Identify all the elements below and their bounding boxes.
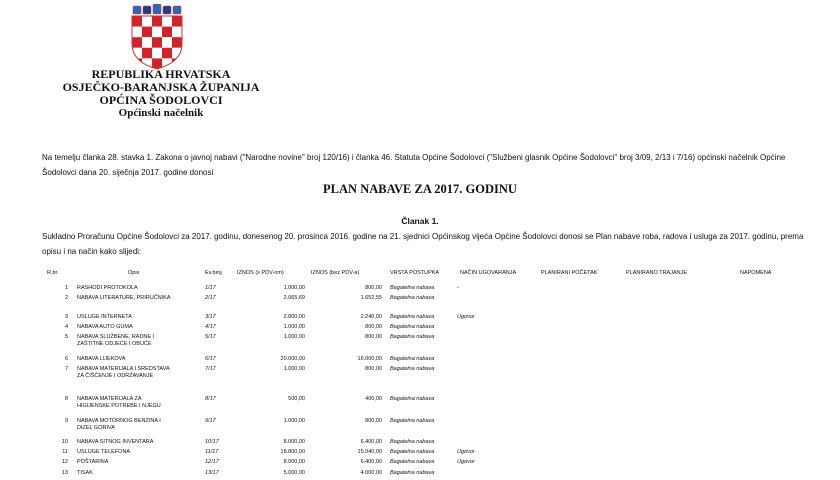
- row-number: 11: [62, 449, 68, 455]
- row-amount-with-vat: 8.000,00: [283, 459, 305, 465]
- coat-of-arms-icon: [129, 4, 185, 70]
- row-description: POŠTARINA: [77, 459, 109, 465]
- row-description: NABAVA MOTORNOG BENZINA I DIZEL GORIVA: [77, 418, 161, 431]
- header-line-county: OSJEČKO-BARANJSKA ŽUPANIJA: [62, 80, 260, 94]
- row-amount-without-vat: 800,00: [365, 366, 382, 372]
- row-number: 5: [64, 334, 68, 340]
- col-header-evbroj: Ev.broj: [205, 270, 222, 276]
- row-procedure-type: Bagatelna nabava: [390, 449, 435, 455]
- row-amount-without-vat: 400,00: [365, 396, 382, 402]
- row-amount-with-vat: 5.000,00: [283, 470, 305, 476]
- col-header-rb: R.br.: [47, 270, 59, 276]
- row-ev-number: 11/17: [205, 449, 219, 455]
- row-description: NABAVA SITNOG INVENTARA: [77, 439, 154, 445]
- col-header-planirani-pocetak: PLANIRANI POČETAK: [541, 270, 598, 276]
- row-procedure-type: Bagatelna nabava: [390, 366, 435, 372]
- row-ev-number: 2/17: [205, 295, 216, 301]
- row-procedure-type: Bagatelna nabava: [390, 459, 435, 465]
- header-line-municipality: OPĆINA ŠODOLOVCI: [99, 93, 223, 107]
- col-header-iznos-bez-pdv: IZNOS (bez PDV-a): [311, 270, 360, 276]
- row-amount-with-vat: 18.800,00: [280, 449, 305, 455]
- row-amount-without-vat: 15.040,00: [357, 449, 382, 455]
- row-ev-number: 5/17: [205, 334, 216, 340]
- header-line-mayor: Općinski načelnik: [118, 107, 204, 119]
- row-number: 6: [64, 356, 68, 362]
- row-description: NABAVA LIJEKOVA: [77, 356, 126, 362]
- row-amount-with-vat: 1.000,00: [283, 334, 305, 340]
- row-procedure-type: Bagatelna nabava: [390, 285, 435, 291]
- row-description: NABAVA MATERIJALA ZA HIGIJENSKE POTREBE I NJEGU: [77, 396, 161, 409]
- row-number: 8: [64, 396, 68, 402]
- row-amount-without-vat: 800,00: [365, 324, 382, 330]
- row-number: 9: [64, 418, 68, 424]
- row-procedure-type: Bagatelna nabava: [390, 314, 435, 320]
- row-procedure-type: Bagatelna nabava: [390, 295, 435, 301]
- row-description: NABAVA MATERIJALA I SREDSTAVA ZA ČIŠĆENJE I ODRŽAVANJE: [77, 366, 170, 379]
- row-description: USLUGE INTERNETA: [77, 314, 132, 320]
- row-ev-number: 6/17: [205, 356, 216, 362]
- row-number: 12: [61, 459, 68, 465]
- col-header-nacin-ugovaranja: NAČIN UGOVARANJA: [460, 270, 517, 276]
- row-number: 3: [64, 314, 68, 320]
- row-amount-with-vat: 1.000,00: [283, 418, 305, 424]
- col-header-vrsta-postupka: VRSTA POSTUPKA: [390, 270, 440, 276]
- row-description: TISAK: [77, 470, 93, 476]
- row-contract-type: Ugovor: [457, 459, 475, 465]
- row-ev-number: 1/17: [205, 285, 216, 291]
- row-amount-with-vat: 500,00: [288, 396, 305, 402]
- row-amount-without-vat: 800,00: [365, 285, 382, 291]
- row-amount-without-vat: 4.000,00: [360, 470, 382, 476]
- row-procedure-type: Bagatelna nabava: [390, 324, 435, 330]
- row-amount-with-vat: 20.000,00: [280, 356, 305, 362]
- col-header-planirano-trajanje: PLANIRANO TRAJANJE: [626, 270, 688, 276]
- row-number: 4: [64, 324, 68, 330]
- row-description: NABAVA SLUŽBENE, RADNE I ZAŠTITNE ODJEĆE I OBUĆE: [77, 334, 155, 347]
- institution-header: [50, 68, 272, 120]
- row-description: NABAVA AUTO GUMA: [77, 324, 133, 330]
- row-ev-number: 10/17: [205, 439, 219, 445]
- row-procedure-type: Bagatelna nabava: [390, 356, 435, 362]
- row-amount-with-vat: 1.000,00: [283, 366, 305, 372]
- row-amount-without-vat: 2.240,00: [360, 314, 382, 320]
- row-amount-with-vat: 2.065,69: [283, 295, 305, 301]
- row-ev-number: 9/17: [205, 418, 216, 424]
- document-title: PLAN NABAVE ZA 2017. GODINU: [323, 182, 517, 196]
- intro-paragraph: Na temelju članka 28. stavka 1. Zakona o javnoj nabavi ("Narodne novine" broj 120/16) i članka 46. Statuta Općine Šodolovci ("Službeni glasnik Općine Šodolovci" broj 3/09, 2/13 i 7/16) općinski načelnik Općine Šodolovci dana 20. siječnja 2017. godine donosi: [42, 153, 786, 177]
- row-amount-with-vat: 2.800,00: [283, 314, 305, 320]
- row-procedure-type: Bagatelna nabava: [390, 470, 435, 476]
- row-amount-without-vat: 800,00: [365, 418, 382, 424]
- row-contract-type: -: [457, 285, 459, 291]
- row-number: 13: [61, 470, 68, 476]
- row-number: 7: [64, 366, 68, 372]
- row-contract-type: Ugovor: [457, 314, 475, 320]
- row-ev-number: 3/17: [205, 314, 216, 320]
- row-procedure-type: Bagatelna nabava: [390, 439, 435, 445]
- col-header-opis: Opis: [128, 270, 140, 276]
- row-number: 1: [64, 285, 68, 291]
- row-procedure-type: Bagatelna nabava: [390, 418, 435, 424]
- row-amount-without-vat: 1.652,55: [360, 295, 382, 301]
- col-header-iznos-s-pdv: IZNOS (s PDV-om): [237, 270, 284, 276]
- row-ev-number: 13/17: [205, 470, 219, 476]
- row-description: USLUGE TELEFONA: [77, 449, 131, 455]
- col-header-napomena: NAPOMENA: [740, 270, 772, 276]
- row-number: 10: [61, 439, 68, 445]
- row-amount-with-vat: 1.000,00: [283, 324, 305, 330]
- row-number: 2: [64, 295, 68, 301]
- row-ev-number: 4/17: [205, 324, 216, 330]
- row-amount-with-vat: 8.000,00: [283, 439, 305, 445]
- article-heading: Članak 1.: [401, 216, 439, 226]
- row-amount-without-vat: 16.000,00: [357, 356, 382, 362]
- header-line-republic: REPUBLIKA HRVATSKA: [91, 67, 231, 81]
- row-amount-with-vat: 1.000,00: [283, 285, 305, 291]
- row-description: RASHODI PROTOKOLA: [77, 285, 138, 291]
- row-ev-number: 7/17: [205, 366, 216, 372]
- row-ev-number: 12/17: [205, 459, 219, 465]
- article-paragraph: Sukladno Proračunu Općine Šodolovci za 2017. godinu, donesenog 20. prosinca 2016. godine na 21. sjednici Općinskog vijeća Općine Šodolovci donosi se Plan nabave roba, radova i usluga za 2017. godinu, prema opisu i na način kako slijedi:: [42, 232, 804, 256]
- row-ev-number: 8/17: [205, 396, 216, 402]
- row-amount-without-vat: 6.400,00: [360, 459, 382, 465]
- row-amount-without-vat: 6.400,00: [360, 439, 382, 445]
- row-procedure-type: Bagatelna nabava: [390, 396, 435, 402]
- row-contract-type: Ugovor: [457, 449, 475, 455]
- row-procedure-type: Bagatelna nabava: [390, 334, 435, 340]
- row-description: NABAVA LITERATURE, PRIRUČNIKA: [77, 295, 171, 301]
- row-amount-without-vat: 800,00: [365, 334, 382, 340]
